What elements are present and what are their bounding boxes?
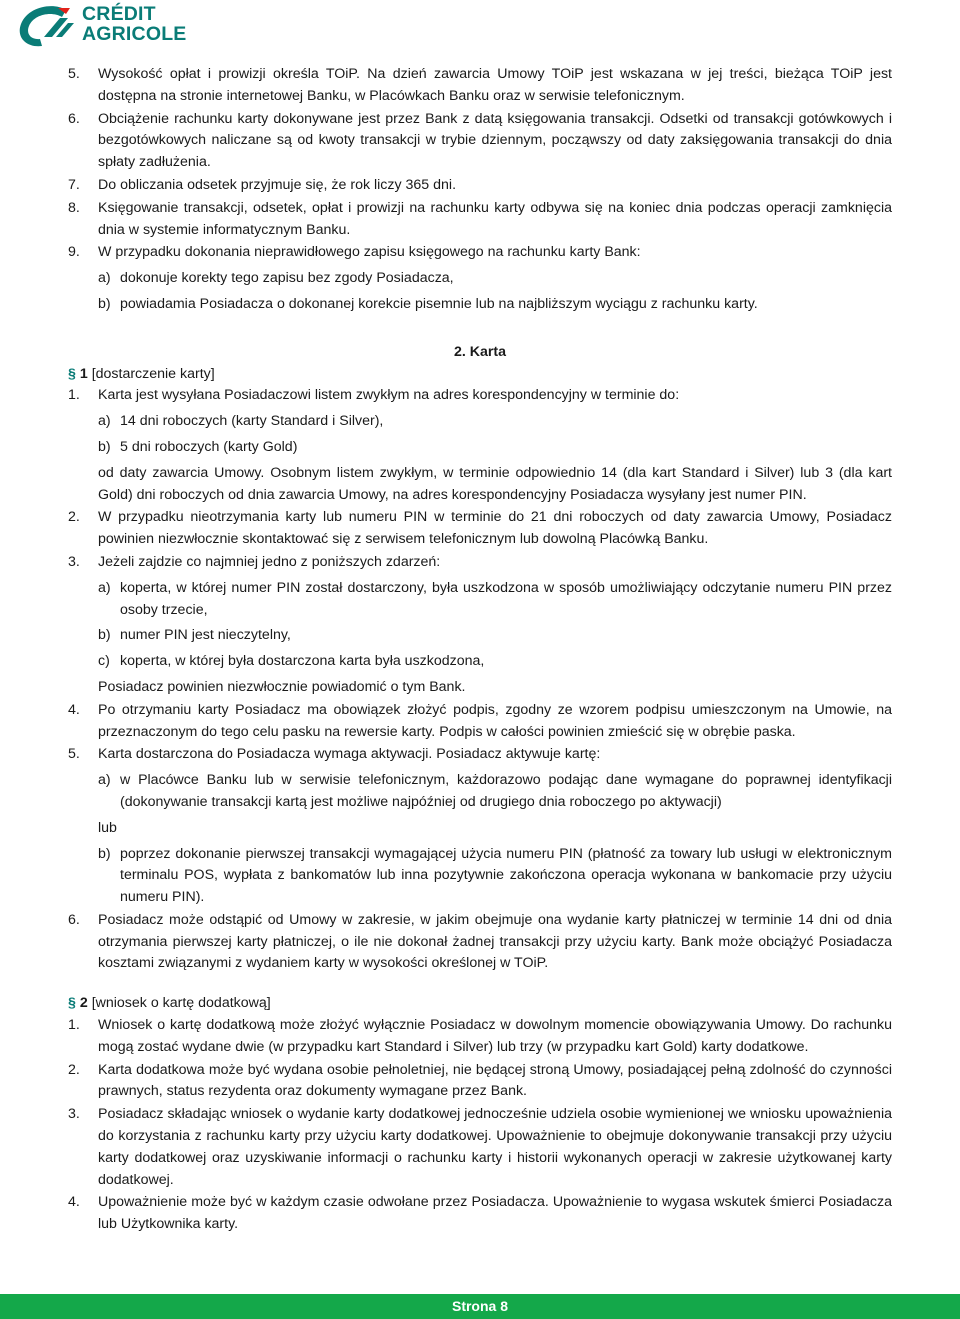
list-item: 3. Jeżeli zajdzie co najmniej jedno z poniższych zdarzeń: a) koperta, w której numer PIN został dostarczony, była uszkodzona w sposób umożliwiający odczytanie numeru PIN przez osoby trzecie, b) numer PIN jest nieczytelny, c) koperta, w której była dostarczona karta była uszkodzona, Posiadacz powinien niezwłocznie powiadomić o tym Bank. <box>68 552 892 699</box>
section-heading-1: § 1 [dostarczenie karty] <box>68 365 215 382</box>
item-continuation: od daty zawarcia Umowy. Osobnym listem zwykłym, w terminie odpowiednio 14 (dla kart Standard i Silver) lub 3 (dla kart Gold) dni roboczych od dnia zawarcia Umowy, na adres korespondencyjny Posiadacza wysyłany jest numer PIN. <box>98 464 892 503</box>
list-item: 6. Posiadacz może odstąpić od Umowy w zakresie, w jakim obejmuje ona wydanie karty płatniczej w terminie 14 dni od dnia otrzymania pierwszej karty płatniczej, o ile nie dokonał żadnej transakcji przy użyciu karty. Bank może obciążyć Posiadacza kosztami związanymi z wydaniem karty w wysokości określonej w TOiP. <box>68 911 892 972</box>
list-item: 5. Karta dostarczona do Posiadacza wymaga aktywacji. Posiadacz aktywuje kartę: a) w Placówce Banku lub w serwisie telefonicznym, każdorazowo podając dane wymagane do poprawnej identyfikacji (dokonywanie transakcji kartą jest możliwe najpóźniej od drugiego dnia roboczego po aktywacji) lub b) poprzez dokonanie pierwszej transakcji wymagającej użycia numeru PIN (płatność za towary lub usługi w elektronicznym terminalu POS, wypłata z bankomatów lub inna pozytywnie zakończona operacja wykonana w bankomacie przy użyciu numeru PIN). <box>68 744 892 909</box>
sub-item: b) powiadamia Posiadacza o dokonanej korekcie pisemnie lub na najbliższym wyciągu z rachunku karty. <box>98 295 758 312</box>
list-item: 4. Po otrzymaniu karty Posiadacz ma obowiązek złożyć podpis, zgodny ze wzorem podpisu umieszczonym na Umowie, na przeznaczonym do tego celu pasku na rewersie karty. Podpis w całości powinien zmieścić się w obrębie paska. <box>68 701 892 740</box>
previous-section-list <box>68 64 892 316</box>
item-connector: lub <box>98 819 117 836</box>
list-item: 3. Posiadacz składając wniosek o wydanie karty dodatkowej jednocześnie udziela osobie wymienionej we wniosku upoważnienia do korzystania z rachunku karty przy użyciu karty dodatkowej. Upoważnienie to obejmuje dokonywanie transakcji przy użyciu karty dodatkowej oraz uzyskiwanie informacji o rachunku karty i historii wykonanych operacji w zakresie użytkowanej karty dodatkowej. <box>68 1106 892 1188</box>
logo-mark-icon <box>16 4 76 48</box>
document-body <box>68 64 892 1237</box>
brand-line-2: AGRICOLE <box>82 23 187 45</box>
chapter-title: 2. Karta <box>453 343 507 360</box>
list-item: 4. Upoważnienie może być w każdym czasie odwołane przez Posiadacza. Upoważnienie to wygasa wskutek śmierci Posiadacza lub Użytkownika karty. <box>68 1194 892 1233</box>
item-continuation: Posiadacz powinien niezwłocznie powiadomić o tym Bank. <box>98 678 466 695</box>
list-item: 9. W przypadku dokonania nieprawidłowego zapisu księgowego na rachunku karty Bank: a) dokonuje korekty tego zapisu bez zgody Posiadacza, b) powiadamia Posiadacza o dokonanej korekcie pisemnie lub na najbliższym wyciągu z rachunku karty. <box>68 242 892 315</box>
list-item: 8. Księgowanie transakcji, odsetek, opłat i prowizji na rachunku karty odbywa się na koniec dnia podczas operacji zamknięcia dnia w systemie informatycznym Banku. <box>68 199 892 238</box>
section-2-list <box>68 1015 892 1236</box>
page-number: Strona 8 <box>451 1298 508 1314</box>
sub-item: b) numer PIN jest nieczytelny, <box>98 627 291 644</box>
list-item: 7. Do obliczania odsetek przyjmuje się, że rok liczy 365 dni. <box>68 176 457 193</box>
page-footer <box>0 1294 960 1319</box>
section-1-list <box>68 385 892 975</box>
list-item: 1. Karta jest wysyłana Posiadaczowi listem zwykłym na adres korespondencyjny w terminie do: a) 14 dni roboczych (karty Standard i Silver), b) 5 dni roboczych (karty Gold) od daty zawarcia Umowy. Osobnym listem zwykłym, w terminie odpowiednio 14 (dla kart Standard i Silver) lub 3 (dla kart Gold) dni roboczych od dnia zawarcia Umowy, na adres korespondencyjny Posiadacza wysyłany jest numer PIN. <box>68 385 892 506</box>
brand-line-1: CRÉDIT <box>82 3 156 25</box>
list-item: 2. Karta dodatkowa może być wydana osobie pełnoletniej, nie będącej stroną Umowy, posiadającej pełną zdolność do czynności prawnych, status rezydenta oraz dokumenty wymagane przez Bank. <box>68 1061 892 1100</box>
brand-name <box>82 4 187 44</box>
sub-item: a) dokonuje korekty tego zapisu bez zgody Posiadacza, <box>98 270 454 287</box>
section-heading-2: § 2 [wniosek o kartę dodatkową] <box>68 995 271 1012</box>
sub-item: a) w Placówce Banku lub w serwisie telefonicznym, każdorazowo podając dane wymagane do poprawnej identyfikacji (dokonywanie transakcji kartą jest możliwe najpóźniej od drugiego dnia roboczego po aktywacji) <box>98 772 892 810</box>
list-item: 2. W przypadku nieotrzymania karty lub numeru PIN w terminie do 21 dni roboczych od daty zawarcia Umowy, Posiadacz powinien niezwłocznie skontaktować się z serwisem telefonicznym lub dowolną Placówką Banku. <box>68 509 892 548</box>
sub-item: c) koperta, w której była dostarczona karta była uszkodzona, <box>98 653 485 670</box>
list-item: 6. Obciążenie rachunku karty dokonywane jest przez Bank z datą księgowania transakcji. Odsetki od transakcji gotówkowych i bezgotówkowych naliczane są od kwoty transakcji w trybie dziennym, począwszy od daty zaksięgowania transakcji do dnia spłaty zadłużenia. <box>68 110 892 171</box>
list-item: 5. Wysokość opłat i prowizji określa TOiP. Na dzień zawarcia Umowy TOiP jest wskazana w jej treści, bieżąca TOiP jest dostępna na stronie internetowej Banku, w Placówkach Banku oraz w serwisie telefonicznym. <box>68 66 892 104</box>
sub-item: a) 14 dni roboczych (karty Standard i Silver), <box>98 413 384 430</box>
sub-item: b) poprzez dokonanie pierwszej transakcji wymagającej użycia numeru PIN (płatność za towary lub usługi w elektronicznym terminalu POS, wypłata z bankomatów lub inna pozytywnie zakończona operacja wykonana w bankomacie przy użyciu numeru PIN). <box>98 845 892 906</box>
sub-item: a) koperta, w której numer PIN został dostarczony, była uszkodzona w sposób umożliwiający odczytanie numeru PIN przez osoby trzecie, <box>98 579 892 618</box>
list-item: 1. Wniosek o kartę dodatkową może złożyć wyłącznie Posiadacz w dowolnym momencie obowiązywania Umowy. Do rachunku mogą zostać wydane dwie (w przypadku kart Standard i Silver) lub trzy (w przypadku kart Gold) karty dodatkowe. <box>68 1017 892 1055</box>
sub-item: b) 5 dni roboczych (karty Gold) <box>98 438 298 455</box>
